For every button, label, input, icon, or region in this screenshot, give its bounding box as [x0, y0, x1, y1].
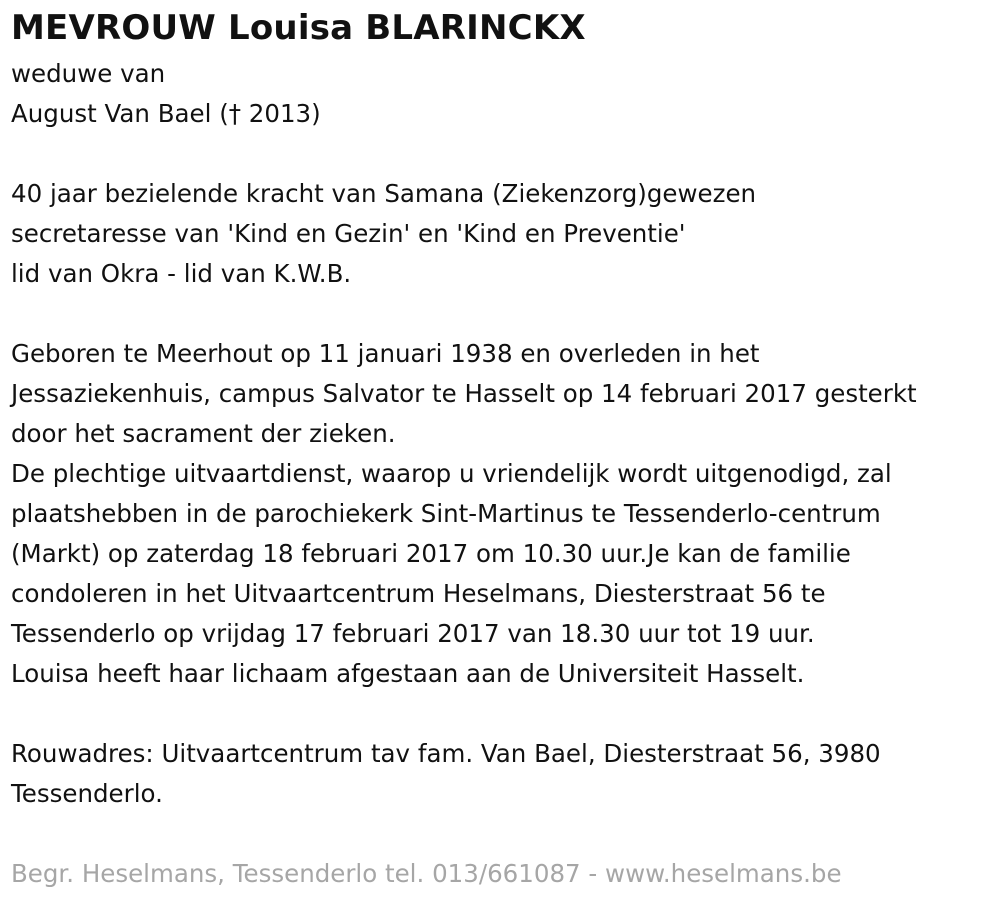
roles-line-3: lid van Okra - lid van K.W.B.: [11, 259, 352, 288]
details-line-3: door het sacrament der zieken.: [11, 419, 396, 448]
details-line-6: (Markt) op zaterdag 18 februari 2017 om 10.30 uur.Je kan de familie: [11, 539, 851, 568]
address-line-1: Rouwadres: Uitvaartcentrum tav fam. Van Bael, Diesterstraat 56, 3980: [11, 739, 881, 768]
details-line-5: plaatshebben in de parochiekerk Sint-Martinus te Tessenderlo-centrum: [11, 499, 881, 528]
intro-line-widow-of: weduwe van: [11, 59, 166, 88]
roles-line-1: 40 jaar bezielende kracht van Samana (Ziekenzorg)gewezen: [11, 179, 757, 208]
funeral-home-footer: Begr. Heselmans, Tessenderlo tel. 013/661087 - www.heselmans.be: [11, 859, 842, 888]
details-line-1: Geboren te Meerhout op 11 januari 1938 en overleden in het: [11, 339, 760, 368]
intro-line-spouse: August Van Bael († 2013): [11, 99, 321, 128]
details-line-2: Jessaziekenhuis, campus Salvator te Hasselt op 14 februari 2017 gesterkt: [11, 379, 917, 408]
details-line-8: Tessenderlo op vrijdag 17 februari 2017 van 18.30 uur tot 19 uur.: [11, 619, 815, 648]
roles-line-2: secretaresse van 'Kind en Gezin' en 'Kind en Preventie': [11, 219, 686, 248]
address-line-2: Tessenderlo.: [11, 779, 163, 808]
deceased-name-title: MEVROUW Louisa BLARINCKX: [11, 8, 586, 48]
details-line-9: Louisa heeft haar lichaam afgestaan aan de Universiteit Hasselt.: [11, 659, 805, 688]
details-line-7: condoleren in het Uitvaartcentrum Heselmans, Diesterstraat 56 te: [11, 579, 826, 608]
details-line-4: De plechtige uitvaartdienst, waarop u vriendelijk wordt uitgenodigd, zal: [11, 459, 892, 488]
